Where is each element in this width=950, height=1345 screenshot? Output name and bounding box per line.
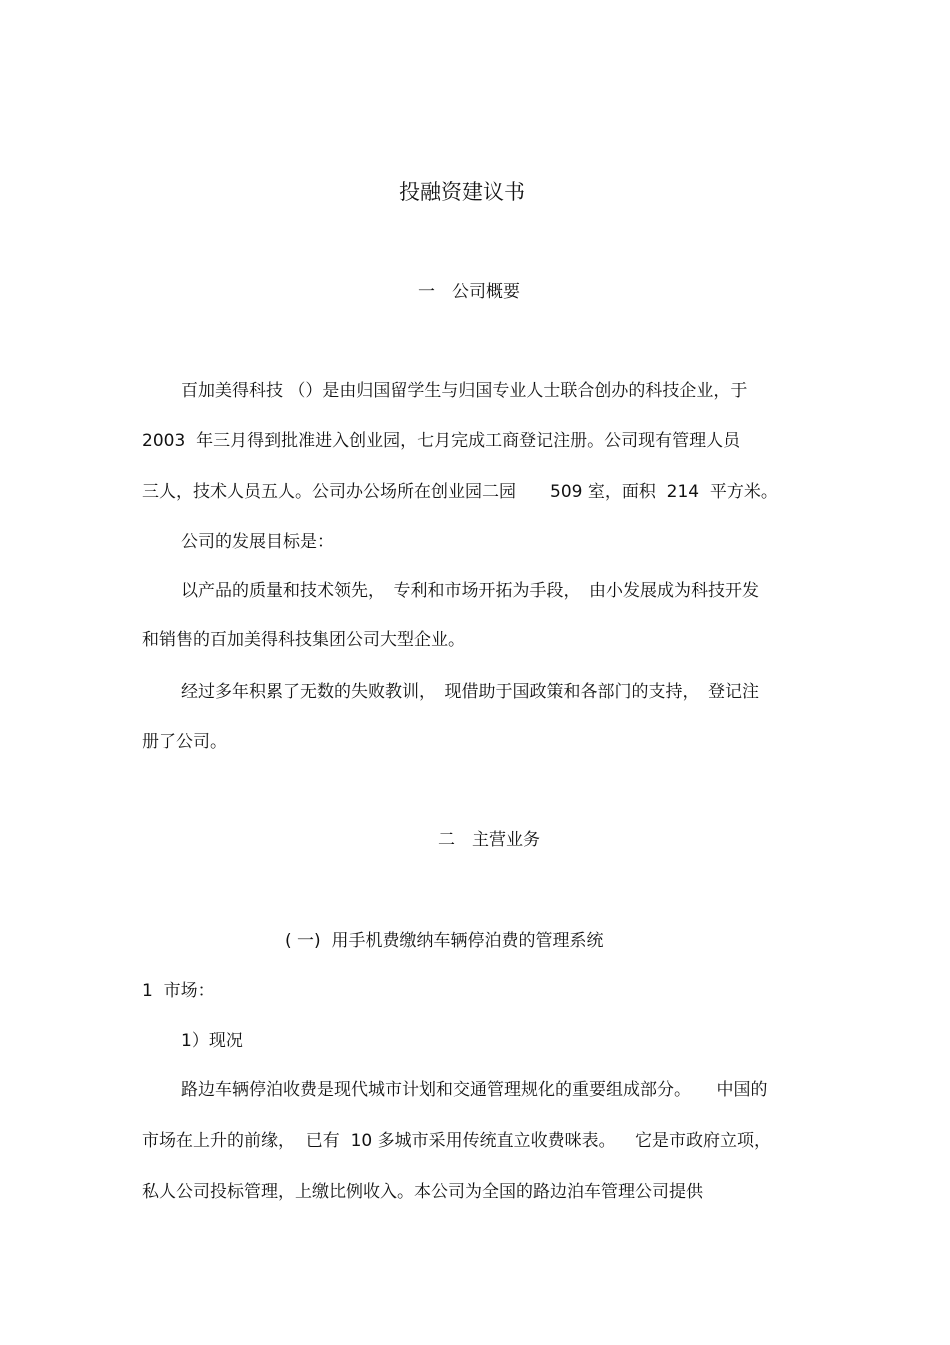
list-item-status: 1）现况 (181, 1031, 243, 1051)
paragraph-line: 三人，技术人员五人。公司办公场所在创业园二园 509 室，面积 214 平方米。 (142, 482, 778, 502)
paragraph-line: 以产品的质量和技术领先， 专利和市场开拓为手段， 由小发展成为科技开发 (181, 581, 759, 601)
section-heading-company-overview: 一 公司概要 (418, 282, 520, 302)
document-title: 投融资建议书 (399, 180, 525, 204)
paragraph-line: 册了公司。 (142, 732, 227, 752)
paragraph-line: 2003 年三月得到批准进入创业园，七月完成工商登记注册。公司现有管理人员 (142, 431, 741, 451)
paragraph-line: 经过多年积累了无数的失败教训， 现借助于国政策和各部门的支持， 登记注 (181, 682, 759, 702)
subsection-heading: ( 一) 用手机费缴纳车辆停泊费的管理系统 (285, 931, 604, 951)
paragraph-line: 私人公司投标管理，上缴比例收入。本公司为全国的路边泊车管理公司提供 (142, 1182, 703, 1202)
paragraph-line: 市场在上升的前缘， 已有 10 多城市采用传统直立收费咪表。 它是市政府立项， (142, 1131, 771, 1151)
paragraph-line: 百加美得科技 （）是由归国留学生与归国专业人士联合创办的科技企业，于 (181, 381, 748, 401)
section-heading-main-business: 二 主营业务 (438, 830, 540, 850)
paragraph-line: 和销售的百加美得科技集团公司大型企业。 (142, 630, 465, 650)
paragraph-line: 路边车辆停泊收费是现代城市计划和交通管理规化的重要组成部分。 中国的 (181, 1080, 768, 1100)
paragraph-line: 公司的发展目标是： (181, 532, 334, 552)
list-item-market: 1 市场： (142, 981, 215, 1001)
